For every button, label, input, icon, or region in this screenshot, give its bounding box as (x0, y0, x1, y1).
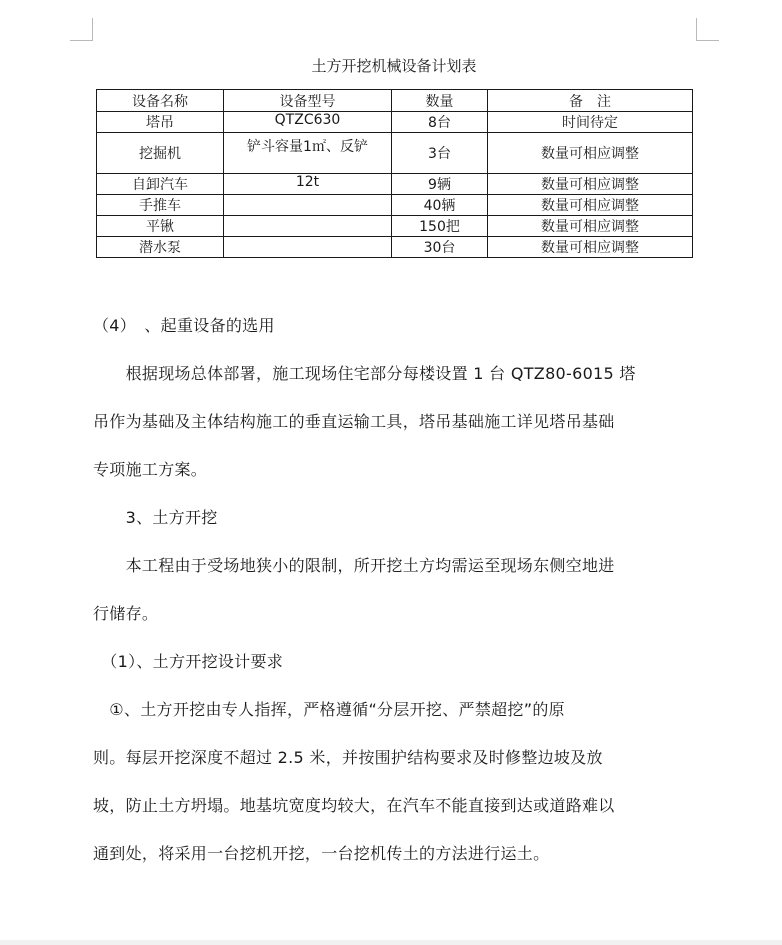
cell-quantity: 8台 (392, 112, 488, 133)
table-row (97, 195, 693, 216)
cell-model (224, 216, 392, 237)
header-remarks: 备 注 (488, 90, 693, 112)
table-row (97, 174, 693, 195)
cell-name: 挖掘机 (97, 133, 224, 174)
table-row (97, 112, 693, 133)
page-corner-mark-left (70, 18, 93, 41)
paragraph-line: 根据现场总体部署，施工现场住宅部分每楼设置 1 台 QTZ80-6015 塔 (93, 364, 636, 383)
cell-model: 12t (224, 174, 392, 195)
section-heading-earthwork: 3、土方开挖 (93, 508, 218, 527)
cell-remarks: 数量可相应调整 (488, 174, 693, 195)
paragraph-line: 本工程由于受场地狭小的限制，所开挖土方均需运至现场东侧空地进 (93, 556, 615, 575)
paragraph-line: 则。每层开挖深度不超过 2.5 米，并按围护结构要求及时修整边坡及放 (93, 748, 603, 767)
section-heading-lifting-equipment: （4） 、起重设备的选用 (93, 316, 275, 335)
header-equipment-name: 设备名称 (97, 90, 224, 112)
paragraph-line: 专项施工方案。 (93, 460, 208, 479)
cell-name: 自卸汽车 (97, 174, 224, 195)
cell-model: 铲斗容量1㎡、反铲 (224, 133, 392, 174)
cell-remarks: 数量可相应调整 (488, 195, 693, 216)
section-heading-design-requirements: （1）、土方开挖设计要求 (93, 652, 284, 671)
table-row (97, 216, 693, 237)
page-corner-mark-right (696, 18, 719, 41)
paragraph-line: 通到处，将采用一台挖机开挖，一台挖机传土的方法进行运土。 (93, 844, 550, 863)
cell-remarks: 时间待定 (488, 112, 693, 133)
cell-model (224, 237, 392, 258)
table-row (97, 237, 693, 258)
table-title: 土方开挖机械设备计划表 (311, 57, 477, 75)
cell-quantity: 150把 (392, 216, 488, 237)
cell-quantity: 30台 (392, 237, 488, 258)
table-header-row (97, 90, 693, 112)
paragraph-line: 行储存。 (93, 604, 159, 623)
page-bottom-edge (0, 940, 782, 945)
cell-name: 手推车 (97, 195, 224, 216)
cell-name: 平锹 (97, 216, 224, 237)
paragraph-line: 坡，防止土方坍塌。地基坑宽度均较大，在汽车不能直接到达或道路难以 (93, 796, 615, 815)
table-row (97, 133, 693, 174)
cell-remarks: 数量可相应调整 (488, 237, 693, 258)
cell-quantity: 40辆 (392, 195, 488, 216)
cell-model: QTZC630 (224, 112, 392, 133)
cell-remarks: 数量可相应调整 (488, 133, 693, 174)
equipment-plan-table (96, 89, 693, 258)
cell-name: 塔吊 (97, 112, 224, 133)
cell-remarks: 数量可相应调整 (488, 216, 693, 237)
header-equipment-model: 设备型号 (224, 90, 392, 112)
cell-quantity: 9辆 (392, 174, 488, 195)
paragraph-line: 吊作为基础及主体结构施工的垂直运输工具，塔吊基础施工详见塔吊基础 (93, 412, 615, 431)
header-quantity: 数量 (392, 90, 488, 112)
cell-quantity: 3台 (392, 133, 488, 174)
cell-model (224, 195, 392, 216)
paragraph-line: ①、土方开挖由专人指挥，严格遵循“分层开挖、严禁超挖”的原 (93, 700, 565, 719)
cell-name: 潜水泵 (97, 237, 224, 258)
